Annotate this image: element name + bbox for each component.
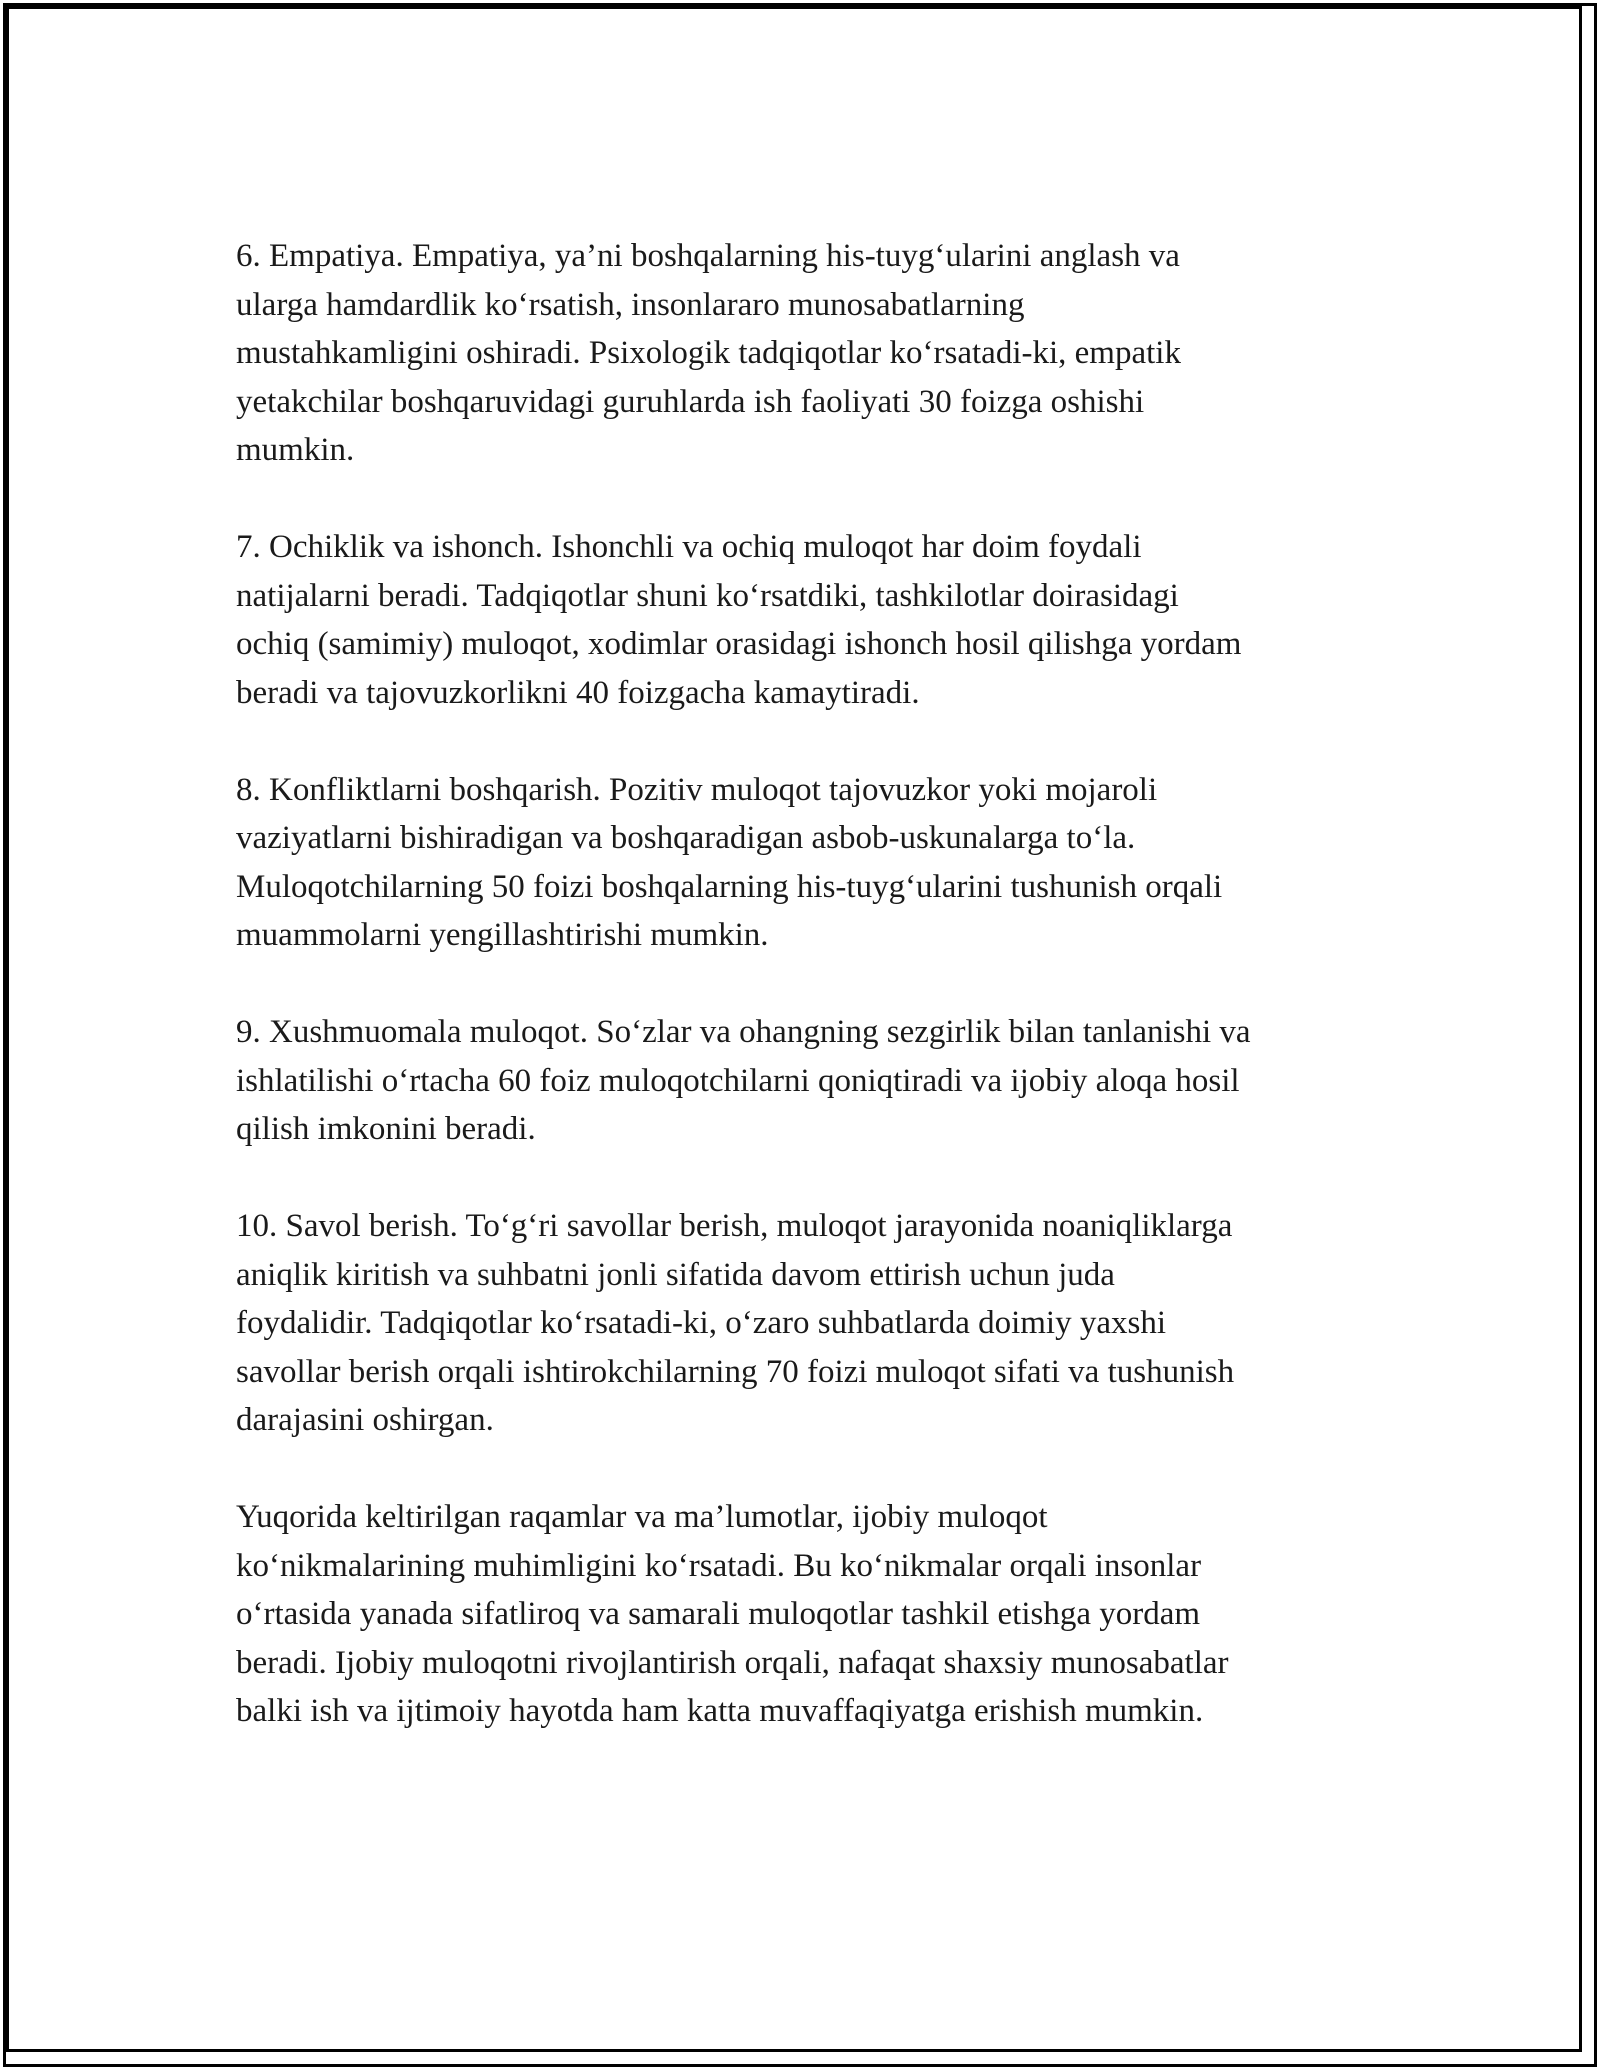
paragraph-konfliktlar [236, 766, 1376, 960]
text-line: 10. Savol berish. To‘g‘ri savollar berish, muloqot jarayonida noaniqliklarga [236, 1208, 1233, 1244]
text-line: ochiq (samimiy) muloqot, xodimlar orasidagi ishonch hosil qilishga yordam [236, 626, 1242, 662]
text-line: darajasini oshirgan. [236, 1402, 494, 1438]
text-line: muammolarni yengillashtirishi mumkin. [236, 917, 769, 953]
paragraph-conclusion [236, 1493, 1376, 1736]
text-line: beradi va tajovuzkorlikni 40 foizgacha kamaytiradi. [236, 674, 920, 711]
paragraph-empatiya [236, 232, 1376, 475]
text-line: ishlatilishi o‘rtacha 60 foiz muloqotchilarni qoniqtiradi va ijobiy aloqa hosil [236, 1062, 1240, 1099]
text-line: o‘rtasida yanada sifatliroq va samarali muloqotlar tashkil etishga yordam [236, 1596, 1201, 1632]
text-line: yetakchilar boshqaruvidagi guruhlarda ish faoliyati 30 foizga oshishi [236, 383, 1145, 420]
text-line: 8. Konfliktlarni boshqarish. Pozitiv muloqot tajovuzkor yoki mojaroli [236, 771, 1158, 808]
text-line: ko‘nikmalarining muhimligini ko‘rsatadi. Bu ko‘nikmalar orqali insonlar [236, 1547, 1202, 1584]
paragraph-xushmuomala [236, 1008, 1376, 1154]
text-line: mustahkamligini oshiradi. Psixologik tadqiqotlar ko‘rsatadi-ki, empatik [236, 335, 1181, 371]
text-line: 7. Ochiklik va ishonch. Ishonchli va ochiq muloqot har doim foydali [236, 529, 1142, 565]
text-line: aniqlik kiritish va suhbatni jonli sifatida davom ettirish uchun juda [236, 1256, 1115, 1293]
paragraph-ochiklik [236, 523, 1376, 717]
text-line: qilish imkonini beradi. [236, 1111, 536, 1147]
text-line: Yuqorida keltirilgan raqamlar va ma’lumotlar, ijobiy muloqot [236, 1499, 1048, 1535]
text-line: ularga hamdardlik ko‘rsatish, insonlararo munosabatlarning [236, 286, 1025, 323]
text-line: savollar berish orqali ishtirokchilarning 70 foizi muloqot sifati va tushunish [236, 1353, 1235, 1390]
text-line: 6. Empatiya. Empatiya, ya’ni boshqalarning his-tuyg‘ularini anglash va [236, 238, 1180, 274]
text-line: natijalarni beradi. Tadqiqotlar shuni ko‘rsatdiki, tashkilotlar doirasidagi [236, 577, 1179, 614]
paragraph-savol-berish [236, 1202, 1376, 1445]
document-body [236, 232, 1376, 1784]
text-line: foydalidir. Tadqiqotlar ko‘rsatadi-ki, o‘zaro suhbatlarda doimiy yaxshi [236, 1305, 1167, 1341]
text-line: Muloqotchilarning 50 foizi boshqalarning his-tuyg‘ularini tushunish orqali [236, 868, 1223, 905]
text-line: mumkin. [236, 432, 355, 468]
text-line: balki ish va ijtimoiy hayotda ham katta muvaffaqiyatga erishish mumkin. [236, 1693, 1204, 1729]
text-line: vaziyatlarni bishiradigan va boshqaradigan asbob-uskunalarga to‘la. [236, 820, 1136, 856]
text-line: beradi. Ijobiy muloqotni rivojlantirish orqali, nafaqat shaxsiy munosabatlar [236, 1644, 1229, 1681]
text-line: 9. Xushmuomala muloqot. So‘zlar va ohangning sezgirlik bilan tanlanishi va [236, 1014, 1251, 1050]
